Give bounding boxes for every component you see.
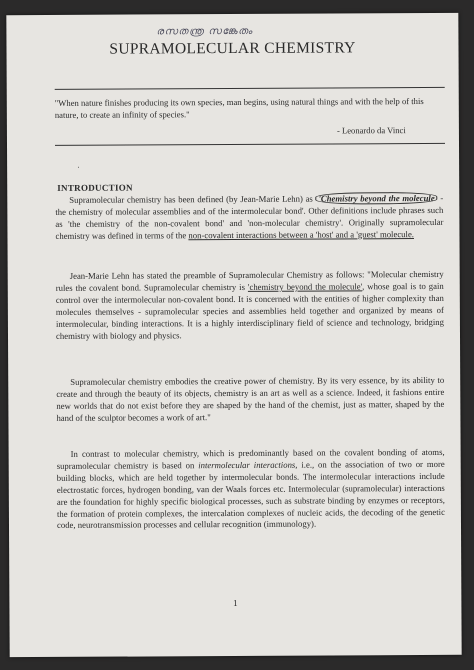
p2-text-b: , whose goal is to gain control over the intermolecular non-covalent bond. It is concerned with the entities of higher complexity than molecules themselves - supramolecular species and assemblies held together and organized by means of intermolecular, binding interactions. It is a highly interdisciplinary field of science and technology, bridging chemistry with biology and physics. [55, 280, 444, 341]
p4-text-a: In contrast to molecular chemistry, which is predominantly based on the covalent bonding of atoms, supramolecular chemistry is based on [56, 446, 445, 471]
p1-text-a: Supramolecular chemistry has been defined (by Jean-Marie Lehn) as [69, 193, 316, 205]
page-number: 1 [233, 597, 238, 609]
p4-text-b: , i.e., on the association of two or more building blocks, which are held together by intermolecular bonds. The intermolecular interactions include electrostatic forces, hydrogen bonding, van der Waals forces etc. Intermolecular (supramolecular) interactions are the foundation for highly specific biological processes, such as substrate binding by enzymes or receptors, the formation of protein complexes, the intercalation complexes of nucleic acids, the decoding of the genetic code, neurotransmission processes and cellular recognition (immunology). [56, 458, 445, 531]
top-divider [55, 87, 445, 90]
page-title: SUPRAMOLECULAR CHEMISTRY [109, 39, 356, 58]
p2-underlined-text: 'chemistry beyond the molecule' [247, 281, 363, 292]
p2-text-a: Jean-Marie Lehn has stated the preamble of Supramolecular Chemistry as follows: "Molecular chemistry rules the covalent bond. Supramolecular chemistry is [55, 268, 444, 293]
epigraph-author: - Leonardo da Vinci [336, 125, 406, 136]
paragraph-1 [55, 193, 443, 243]
paragraph-3: Supramolecular chemistry embodies the creative power of chemistry. By its very essence, by its ability to create and through the beauty of its objects, chemistry is an art as well as a science. Indeed, it fashions entire new worlds that do not exist before they are shaped by the hand of the chemist, just as matter, shaped by the hand of the sculptor becomes a work of art." [56, 374, 445, 423]
epigraph-quote: "When nature finishes producing its own species, man begins, using natural things and with the help of this nature, to create an infinity of species." [54, 96, 424, 120]
stray-mark: · [77, 162, 80, 172]
handwritten-heading: രസതന്ത്ര സങ്കേതം [156, 25, 253, 38]
paragraph-4 [57, 447, 445, 532]
section-heading: INTRODUCTION [57, 182, 133, 193]
bottom-divider [55, 143, 445, 146]
p1-circled-text: 'Chemistry beyond the molecule [315, 192, 437, 205]
p1-text-b: - the chemistry of molecular assemblies and of the intermolecular bond'. Other definitions include phrases such as 'the chemistry of the non-covalent bond' and 'non-molecular chemistry'. Originally supramolecular chemistry was defined in terms of the [55, 192, 444, 241]
p1-underlined-text: non-covalent interactions between a 'host' and a 'guest' molecule. [188, 228, 414, 240]
document-page [6, 13, 461, 657]
paragraph-2 [56, 269, 444, 342]
p4-emphasis: intermolecular interactions [198, 459, 296, 471]
